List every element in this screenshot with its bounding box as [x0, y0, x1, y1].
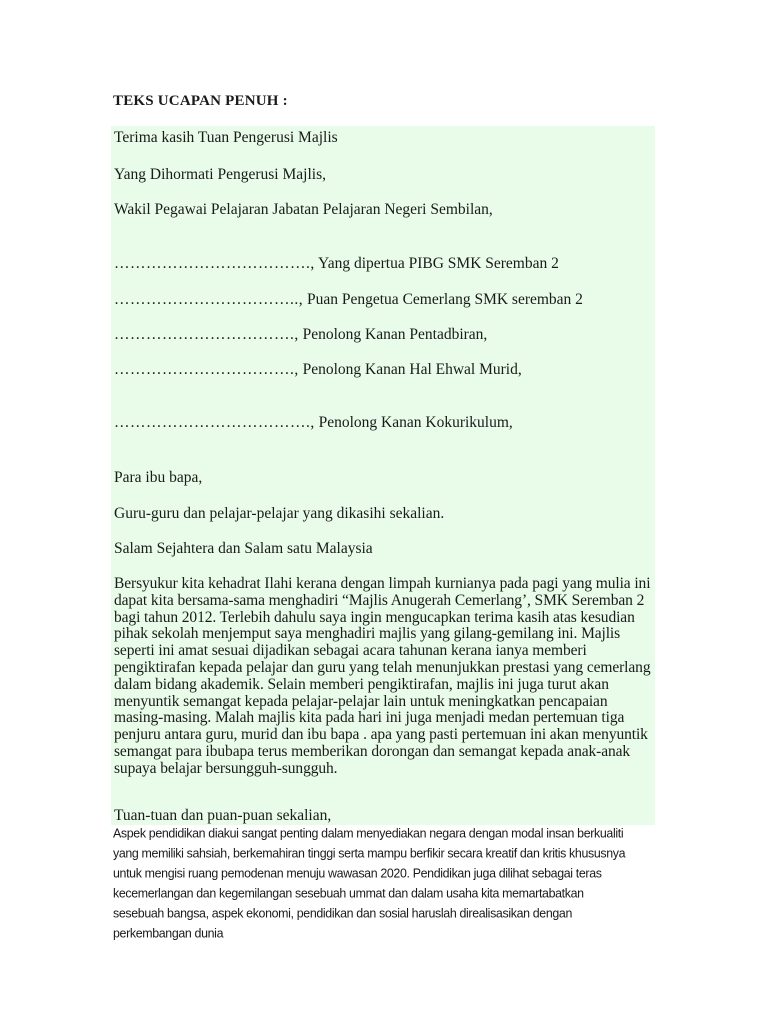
dotted-line-pibg	[114, 255, 559, 273]
dotted-line-text: Penolong Kanan Kokurikulum,	[314, 414, 513, 431]
greeting-line-1: Terima kasih Tuan Pengerusi Majlis	[114, 129, 338, 146]
dotted-line-pengetua	[114, 291, 583, 309]
audience-parents: Para ibu bapa,	[114, 469, 203, 486]
dotted-line-text: Yang dipertua PIBG SMK Seremban 2	[314, 255, 559, 272]
audience-salute: Salam Sejahtera dan Salam satu Malaysia	[114, 540, 373, 557]
closing-salute: Tuan-tuan dan puan-puan sekalian,	[114, 807, 332, 824]
dotted-placeholder: ……………………………….,	[114, 414, 315, 431]
dotted-line-kokurikulum	[114, 414, 513, 432]
dotted-placeholder: …………………………….,	[114, 361, 299, 378]
main-paragraph: Bersyukur kita kehadrat Ilahi kerana dengan limpah kurnianya pada pagi yang mulia ini dapat kita bersama-sama menghadiri “Majlis Anugerah Cemerlang’, SMK Seremban 2 bagi tahun 2012. Terlebih dahulu saya ingin mengucapkan terima kasih atas kesudian pihak sekolah menjemput saya menghadiri majlis yang gilang-gemilang ini. Majlis seperti ini amat sesuai dijadikan sebagai acara tahunan kerana ianya memberi pengiktirafan kepada pelajar dan guru yang telah menunjukkan prestasi yang cemerlang dalam bidang akademik. Selain memberi pengiktirafan, majlis ini juga turut akan menyuntik semangat kepada pelajar-pelajar lain untuk meningkatkan pencapaian masing-masing. Malah majlis kita pada hari ini juga menjadi medan pertemuan tiga penjuru antara guru, murid dan ibu bapa . apa yang pasti pertemuan ini akan menyuntik semangat para ibubapa terus memberikan dorongan dan semangat kepada anak-anak supaya belajar bersungguh-sungguh.	[114, 575, 651, 777]
greeting-line-3: Wakil Pegawai Pelajaran Jabatan Pelajaran Negeri Sembilan,	[114, 201, 493, 218]
audience-teachers: Guru-guru dan pelajar-pelajar yang dikasihi sekalian.	[114, 505, 445, 522]
dotted-line-pentadbiran	[114, 326, 487, 344]
second-paragraph: Aspek pendidikan diakui sangat penting dalam menyediakan negara dengan modal insan berkualiti yang memiliki sahsiah, berkemahiran tinggi serta mampu berfikir secara kreatif dan kritis khususnya untuk mengisi ruang pemodenan menuju wawasan 2020. Pendidikan juga dilihat sebagai teras kecemerlangan dan kegemilangan sesebuah ummat dan dalam usaha kita memartabatkan sesebuah bangsa, aspek ekonomi, pendidikan dan sosial haruslah direalisasikan dengan perkembangan dunia	[113, 826, 626, 941]
dotted-placeholder: …………………………….,	[114, 326, 299, 343]
dotted-placeholder: ……………………………..,	[114, 291, 304, 308]
dotted-line-text: Penolong Kanan Pentadbiran,	[298, 326, 488, 343]
page-title: TEKS UCAPAN PENUH :	[113, 93, 288, 109]
dotted-line-hem	[114, 361, 522, 379]
dotted-line-text: Penolong Kanan Hal Ehwal Murid,	[298, 361, 522, 378]
dotted-line-text: Puan Pengetua Cemerlang SMK seremban 2	[303, 291, 583, 308]
dotted-placeholder: ……………………………….,	[114, 255, 315, 272]
greeting-line-2: Yang Dihormati Pengerusi Majlis,	[114, 166, 326, 183]
